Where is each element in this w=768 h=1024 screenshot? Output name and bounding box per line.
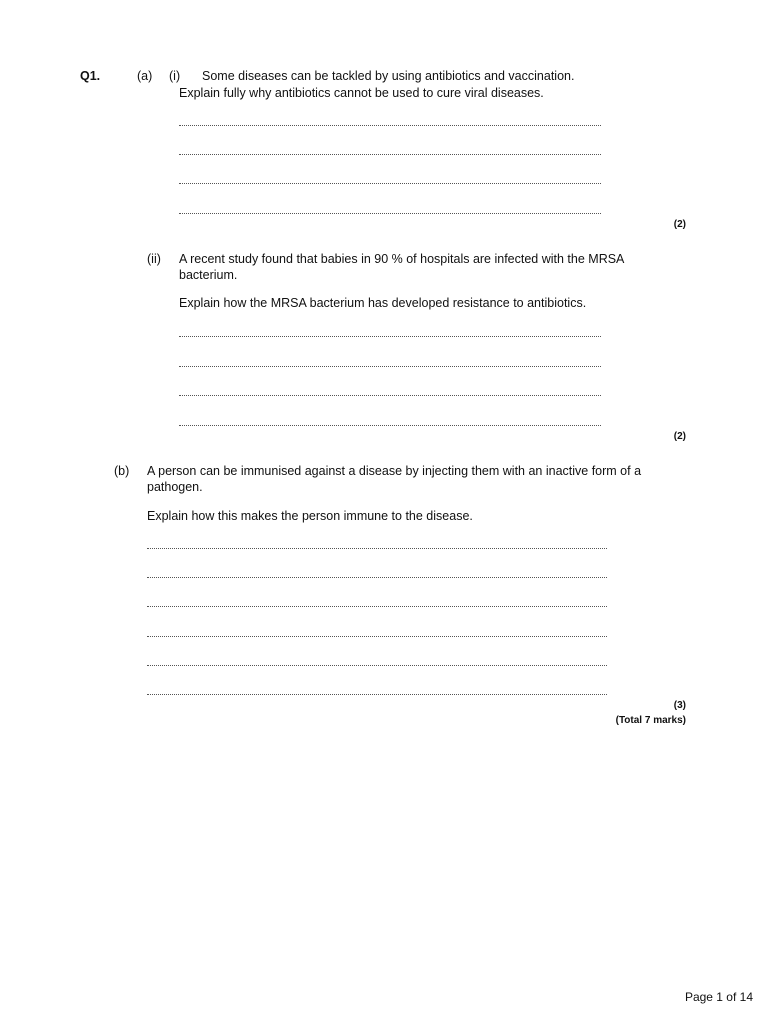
sub-i-label: (i) <box>169 69 181 83</box>
sub-i-line2: Explain fully why antibiotics cannot be used to cure viral diseases. <box>179 86 544 100</box>
answer-line[interactable] <box>147 636 607 637</box>
sub-i-line1: Some diseases can be tackled by using antibiotics and vaccination. <box>202 69 575 83</box>
answer-line[interactable] <box>179 183 601 184</box>
answer-line[interactable] <box>147 606 607 607</box>
answer-line[interactable] <box>147 548 607 549</box>
marks-b: (3) <box>673 700 686 711</box>
answer-line[interactable] <box>147 665 607 666</box>
marks-a-i: (2) <box>673 219 686 230</box>
answer-line[interactable] <box>179 395 601 396</box>
sub-ii-line2: bacterium. <box>179 268 238 282</box>
page-number: Page 1 of 14 <box>684 990 753 1004</box>
sub-ii-line3: Explain how the MRSA bacterium has developed resistance to antibiotics. <box>179 296 587 310</box>
part-b-label: (b) <box>114 464 130 478</box>
marks-a-ii: (2) <box>673 431 686 442</box>
answer-line[interactable] <box>179 125 601 126</box>
part-b-line2: pathogen. <box>147 480 203 494</box>
answer-line[interactable] <box>147 577 607 578</box>
answer-line[interactable] <box>179 366 601 367</box>
question-number: Q1. <box>80 69 101 83</box>
part-b-line1: A person can be immunised against a disease by injecting them with an inactive form of a <box>147 464 642 478</box>
answer-line[interactable] <box>179 425 601 426</box>
answer-line[interactable] <box>179 213 601 214</box>
sub-ii-line1: A recent study found that babies in 90 % of hospitals are infected with the MRSA <box>179 252 625 266</box>
answer-line[interactable] <box>179 336 601 337</box>
answer-line[interactable] <box>179 154 601 155</box>
sub-ii-label: (ii) <box>147 252 161 266</box>
part-b-line3: Explain how this makes the person immune to the disease. <box>147 509 473 523</box>
part-a-label: (a) <box>137 69 153 83</box>
total-marks: (Total 7 marks) <box>615 715 686 726</box>
answer-line[interactable] <box>147 694 607 695</box>
